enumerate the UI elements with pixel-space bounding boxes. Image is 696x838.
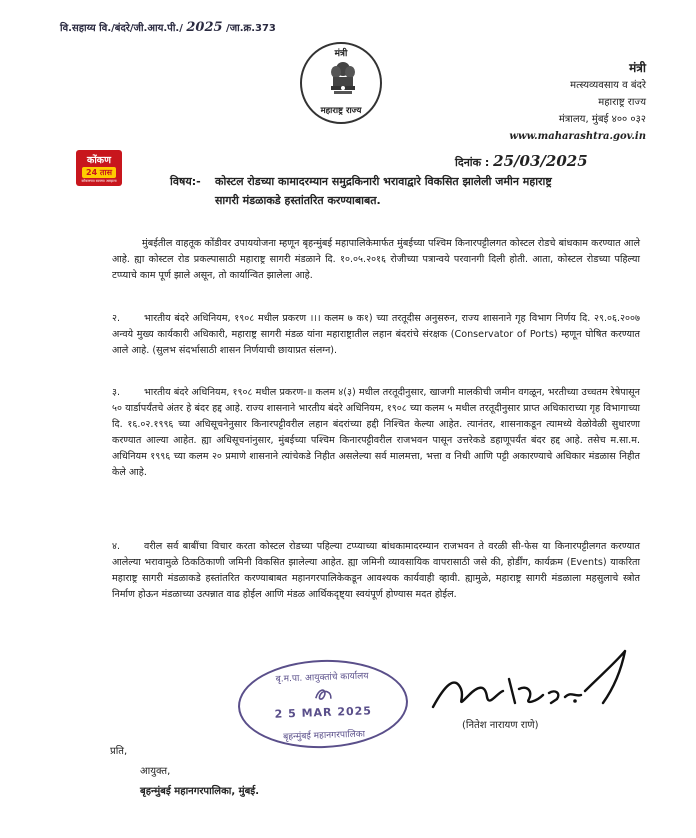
paragraph-text: भारतीय बंदरे अधिनियम, १९०८ मधील प्रकरण-॥ कलम ४(३) मधील तरतूदीनुसार, खाजगी मालकीची जमीन वगळून, भरतीच्या उच्चतम रेषेपासून ५० यार्डापर्यंतचे अंतर हे बंदर हद्द आहे. राज्य शासनाने भारतीय बंदरे अधिनियम, १९०८ च्या कलम ५ मधील तरतूदीनुसार प्राप्त अधिकाराच्या गृह विभागाच्या दि. १६.०२.१९९६ च्या अधिसूचनेनुसार किनारपट्टीवरील लहान बंदरांच्या हद्दी निश्चित केल्या आहेत. त्यानंतर, शासनाकडून त्यामध्ये वेळोवेळी सुधारणा करण्यात आल्या आहेत. ह्या अधिसूचनांनुसार, मुंबईच्या पश्चिम किनारपट्टीवरील राजभवन पासून उत्तरेकडे डहाणूपर्यंत बंदर हद्द आहे. तसेच म.सा.म. अधिनियम १९९६ च्या कलम २० प्रमाणे शासनाने त्यांचेकडे निहीत असलेल्या सर्व मालमत्ता, भत्ता व निधी आणि पट्टी अकारण्याचे अधिकार मंडळास निहीत केले आहे.	[112, 387, 640, 478]
stamp-initials-icon	[312, 686, 335, 705]
received-stamp	[237, 657, 410, 751]
paragraph-text: भारतीय बंदरे अधिनियम, १९०८ मधील प्रकरण ।।। कलम ७ क१) च्या तरतूदीस अनुसरुन, राज्य शासनाने गृह विभाग निर्णय दि. २९.०६.२००७ अन्वये मुख्य कार्यकारी अधिकारी, महाराष्ट्र सागरी मंडळ यांना महाराष्ट्रातील लहान बंदरांचे संरक्षक (Conservator of Ports) म्हणून घोषित करण्यात आले आहे. (सुलभ संदर्भासाठी शासन निर्णयाची छायाप्रत संलग्न).	[112, 313, 640, 356]
subject-text: कोस्टल रोडच्या कामादरम्यान समुद्रकिनारी भरावाद्वारे विकसित झालेली जमीन महाराष्ट्र सागरी मंडळाकडे हस्तांतरित करण्याबाबत.	[215, 175, 552, 207]
paragraph-text: वरील सर्व बाबींचा विचार करता कोस्टल रोडच्या पहिल्या टप्प्याच्या बांधकामादरम्यान राजभवन ते वरळी सी-फेस या किनारपट्टीलगत करण्यात आलेल्या भरावामुळे ठिकठिकाणी जमिनी विकसित झालेल्या आहेत. ह्या जमिनी व्यावसायिक वापरासाठी जसे की, होर्डींग, कार्यक्रम (Events) याकरिता महाराष्ट्र सागरी मंडळाकडे हस्तांतरित करण्याबाबत महानगरपालिकेकडून आवश्यक कार्यवाही व्हावी. ह्यामुळे, महाराष्ट्र सागरी मंडळाला महसुलाचे स्त्रोत निर्माण होऊन मंडळाच्या उत्पन्नात वाढ होईल आणि मंडळ आर्थिकदृष्ट्या स्वयंपूर्ण होण्यास मदत होईल.	[112, 541, 640, 600]
paragraph-1	[112, 236, 640, 284]
emblem-bottom-text: महाराष्ट्र राज्य	[320, 106, 362, 116]
stamp-bottom-text: बृहन्मुंबई महानगरपालिका	[282, 729, 366, 743]
reference-number: /जा.क्र.373	[226, 23, 276, 34]
recipient-block	[110, 742, 259, 802]
lion-capital-icon	[328, 60, 358, 102]
paragraph-number: ३.	[112, 387, 121, 398]
paragraph-number: ४.	[112, 541, 121, 552]
letterhead-state: महाराष्ट्र राज्य	[598, 97, 646, 108]
subject-block	[170, 172, 570, 210]
paragraph-number: २.	[112, 313, 121, 324]
recipient-office: बृहन्मुंबई महानगरपालिका, मुंबई.	[140, 786, 260, 797]
date-value: 25/03/2025	[493, 152, 588, 170]
emblem-top-text: मंत्री	[334, 49, 348, 59]
paragraph-2	[112, 311, 640, 359]
stamp-top-text: बृ.म.पा. आयुक्तांचे कार्यालय	[275, 671, 369, 685]
signatory-name: (नितेश नारायण राणे)	[462, 720, 539, 731]
reference-printed: वि.सहाय्य वि./बंदरे/जी.आय.पी./	[60, 23, 183, 34]
logo-line3: कोंकणच्या बातम्या आम्हाला	[81, 179, 117, 183]
paragraph-3	[112, 385, 640, 481]
letterhead-title: मंत्री	[629, 61, 646, 75]
letterhead	[426, 60, 646, 145]
reference-year: 2025	[186, 20, 223, 35]
date-line	[455, 152, 588, 170]
stamp-date: 2 5 MAR 2025	[274, 704, 373, 721]
logo-line1: कोंकण	[87, 155, 111, 166]
date-label: दिनांक :	[455, 156, 490, 169]
watermark-logo	[76, 150, 122, 186]
logo-line2: 24 तास	[82, 167, 116, 178]
letterhead-address: मंत्रालय, मुंबई ४०० ०३२	[558, 114, 646, 125]
reference-line	[60, 20, 276, 35]
paragraph-text: मुंबईतील वाहतूक कोंडीवर उपाययोजना म्हणून बृहन्मुंबई महापालिकेमार्फत मुंबईच्या पश्चिम किनारपट्टीलगत कोस्टल रोडचे बांधकाम करण्यात आले आहे. ह्या कोस्टल रोड प्रकल्पासाठी महाराष्ट्र सागरी मंडळाने दि. १०.०५.२०१६ रोजीच्या पत्रान्वये परवानगी दिली होती. आता, कोस्टल रोडच्या पहिल्या टप्प्याचे काम पूर्ण झाले असून, तो कार्यान्वित झालेला आहे.	[112, 238, 640, 281]
paragraph-4	[112, 539, 640, 603]
letterhead-department: मत्स्यव्यवसाय व बंदरे	[570, 80, 646, 91]
subject-label: विषय:-	[170, 175, 201, 188]
recipient-designation: आयुक्त,	[140, 766, 171, 777]
signature-icon	[425, 645, 635, 725]
state-emblem	[300, 42, 382, 124]
letterhead-website[interactable]: www.maharashtra.gov.in	[509, 131, 646, 142]
recipient-prefix: प्रति,	[110, 746, 128, 757]
